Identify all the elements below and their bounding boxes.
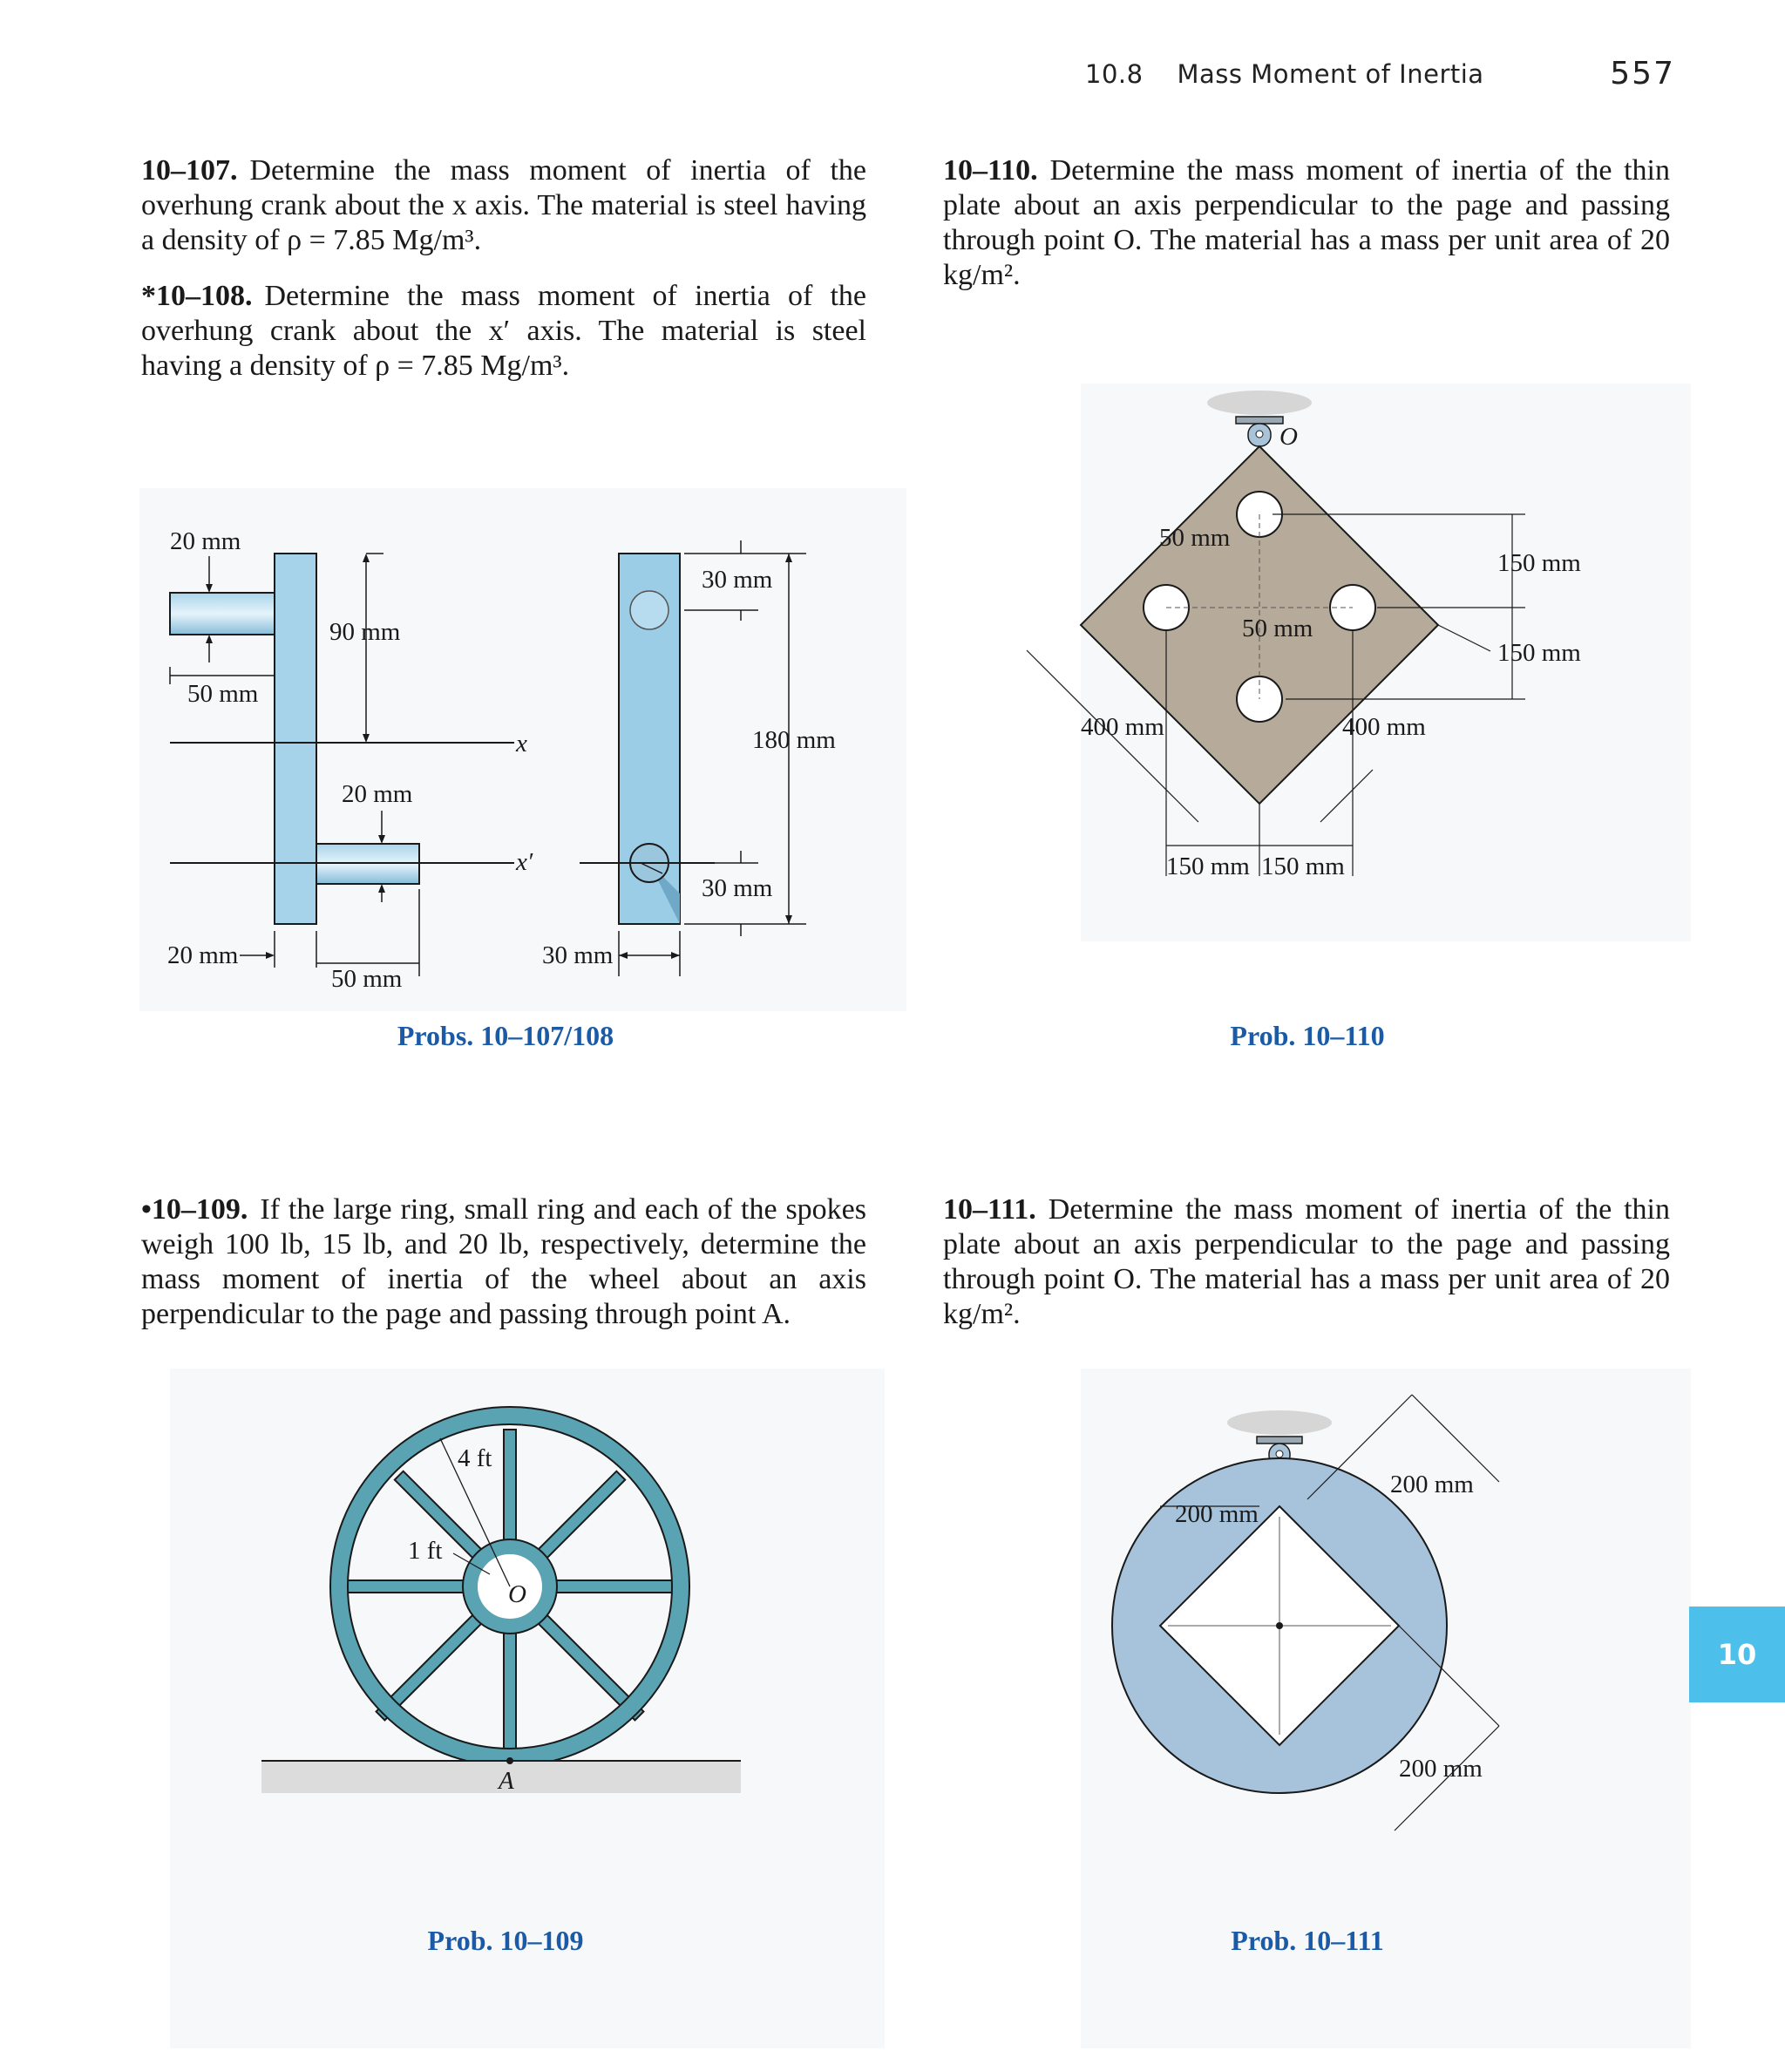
- dim-150mm-bottom-right: 150 mm: [1261, 853, 1345, 880]
- problem-number: 10–107.: [141, 154, 238, 187]
- section-number: 10.8: [1085, 59, 1144, 89]
- dim-50mm-b: 50 mm: [1242, 615, 1313, 642]
- problem-text: If the large ring, small ring and each of the spokes weigh 100 lb, 15 lb, and 20 lb, respectively, determine the mass moment of inertia of the wheel about an axis perpendicular to the page and passing through point A.: [141, 1193, 866, 1330]
- dim-50mm-a: 50 mm: [1159, 524, 1231, 552]
- x-axis-label: x: [516, 730, 527, 757]
- dim-30mm-bottom: 30 mm: [542, 941, 614, 969]
- wheel-figure: [261, 1412, 750, 1796]
- dim-150mm-bottom-left: 150 mm: [1166, 853, 1250, 880]
- problem-10-110: [943, 153, 1670, 293]
- section-title: Mass Moment of Inertia: [1177, 59, 1484, 89]
- problem-10-109: [141, 1192, 866, 1332]
- dim-20mm-bottom: 20 mm: [167, 941, 239, 969]
- label-1ft: 1 ft: [408, 1537, 443, 1565]
- dim-180mm: 180 mm: [752, 726, 836, 754]
- problem-text: Determine the mass moment of inertia of the thin plate about an axis perpendicular to the page and passing through point O. The material has a mass per unit area of 20 kg/m².: [943, 154, 1670, 291]
- x-prime-axis-label: x′: [516, 848, 533, 876]
- running-head: [1085, 59, 1486, 89]
- problem-number: •10–109.: [141, 1193, 248, 1226]
- crank-figure: [157, 514, 872, 1002]
- problem-10-111: [943, 1192, 1670, 1332]
- dim-90mm: 90 mm: [329, 618, 401, 646]
- problem-text: Determine the mass moment of inertia of the overhung crank about the x axis. The material is steel having a density of ρ = 7.85 Mg/m³.: [141, 154, 866, 256]
- crank-top-hole: [630, 591, 669, 629]
- caption-crank: Probs. 10–107/108: [397, 1020, 614, 1051]
- dim-150mm-right-bottom: 150 mm: [1497, 639, 1581, 667]
- dim-400mm-right: 400 mm: [1342, 713, 1426, 741]
- label-O: O: [508, 1580, 526, 1608]
- dim-400mm-left: 400 mm: [1081, 713, 1164, 741]
- crank-top-pin: [170, 593, 275, 635]
- problem-text: Determine the mass moment of inertia of the overhung crank about the x′ axis. The material is steel having a density of ρ = 7.85 Mg/m³.: [141, 280, 866, 382]
- problem-10-108: [141, 279, 866, 384]
- dim-150mm-right-top: 150 mm: [1497, 549, 1581, 577]
- problem-number: 10–111.: [943, 1193, 1036, 1226]
- dim-50mm-left: 50 mm: [187, 680, 259, 708]
- chapter-tab: 10: [1689, 1607, 1785, 1702]
- problem-number: 10–110.: [943, 154, 1038, 187]
- dim-20mm-mid: 20 mm: [342, 780, 413, 808]
- page-number: 557: [1610, 56, 1675, 92]
- caption-square-plate: Prob. 10–110: [1230, 1020, 1385, 1051]
- dim-200mm-c: 200 mm: [1399, 1755, 1483, 1783]
- dim-200mm-a: 200 mm: [1175, 1500, 1259, 1528]
- dim-50mm-bottom: 50 mm: [331, 965, 403, 993]
- square-plate-figure: [1011, 384, 1673, 907]
- dim-20mm-top: 20 mm: [170, 527, 241, 555]
- dim-200mm-b: 200 mm: [1390, 1471, 1474, 1498]
- crank-web: [275, 554, 316, 924]
- circle-plate-figure: [1046, 1403, 1534, 1857]
- label-O: O: [1279, 423, 1298, 451]
- problem-number: *10–108.: [141, 280, 253, 312]
- label-A: A: [499, 1767, 514, 1795]
- dim-30mm-top: 30 mm: [702, 566, 773, 594]
- caption-circle-plate: Prob. 10–111: [1231, 1925, 1384, 1956]
- caption-wheel: Prob. 10–109: [427, 1925, 584, 1956]
- problem-text: Determine the mass moment of inertia of the thin plate about an axis perpendicular to the page and passing through point O. The material has a mass per unit area of 20 kg/m².: [943, 1193, 1670, 1330]
- label-4ft: 4 ft: [458, 1444, 492, 1472]
- problem-10-107: [141, 153, 866, 258]
- dim-30mm-side: 30 mm: [702, 874, 773, 902]
